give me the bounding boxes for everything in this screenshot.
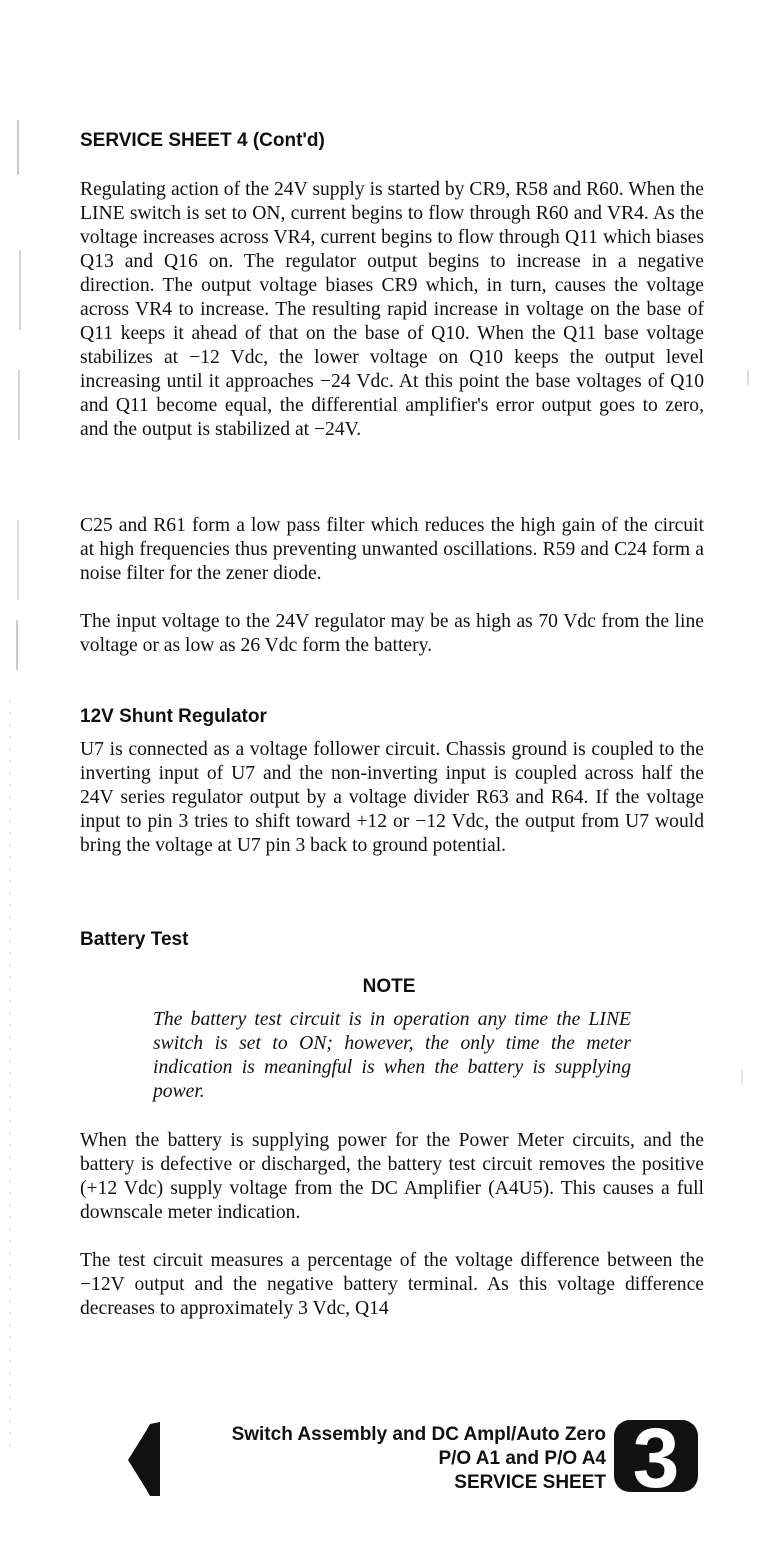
paragraph-low-pass-filter: C25 and R61 form a low pass filter which reduces the high gain of the circuit at high frequencies thus preventing unwanted oscillations. R59 and C24 form a noise filter for the zener diode. <box>80 515 704 584</box>
paragraph-battery-defective: When the battery is supplying power for the Power Meter circuits, and the battery is defective or discharged, the battery test circuit removes the positive (+12 Vdc) supply voltage from the DC Amplifier (A4U5). This causes a full downscale meter indication. <box>80 1130 704 1223</box>
left-arrow-icon <box>126 1422 162 1496</box>
footer-line-3: SERVICE SHEET <box>454 1472 606 1493</box>
note-text: The battery test circuit is in operation any time the LINE switch is set to ON; however, the only time the meter indication is meaningful is when the battery is supplying power. <box>153 1009 631 1102</box>
sheet-number: 3 <box>632 1420 680 1492</box>
battery-test-heading: Battery Test <box>80 929 189 950</box>
paragraph-input-voltage: The input voltage to the 24V regulator may be as high as 70 Vdc from the line voltage or as low as 26 Vdc form the battery. <box>80 611 704 656</box>
service-sheet-number-badge <box>614 1420 698 1492</box>
note-title: NOTE <box>362 976 416 997</box>
shunt-regulator-heading: 12V Shunt Regulator <box>80 706 267 727</box>
paragraph-shunt-regulator: U7 is connected as a voltage follower circuit. Chassis ground is coupled to the inverting input of U7 and the non-inverting input is coupled across half the 24V series regulator output by a voltage divider R63 and R64. If the voltage input to pin 3 tries to shift toward +12 or −12 Vdc, the output from U7 would bring the voltage at U7 pin 3 back to ground potential. <box>80 739 704 856</box>
footer-line-2: P/O A1 and P/O A4 <box>438 1448 606 1469</box>
section-title: SERVICE SHEET 4 (Cont'd) <box>80 130 325 151</box>
footer-caption <box>232 1423 606 1495</box>
paragraph-regulating-action: Regulating action of the 24V supply is started by CR9, R58 and R60. When the LINE switch is set to ON, current begins to flow through R60 and VR4. As the voltage increases across VR4, current begins to flow through Q11 which biases Q13 and Q16 on. The regulator output begins to increase in a negative direction. The output voltage biases CR9 which, in turn, causes the voltage across VR4 to increase. The resulting rapid increase in voltage on the base of Q11 keeps it ahead of that on the base of Q10. When the Q11 base voltage stabilizes at −12 Vdc, the lower voltage on Q10 keeps the output level increasing until it approaches −24 Vdc. At this point the base voltages of Q10 and Q11 become equal, the differential amplifier's error output goes to zero, and the output is stabilized at −24V. <box>80 179 704 440</box>
paragraph-test-circuit: The test circuit measures a percentage of the voltage difference between the −12V output and the negative battery terminal. As this voltage difference decreases to approximately 3 Vdc, Q14 <box>80 1250 704 1319</box>
footer-line-1: Switch Assembly and DC Ampl/Auto Zero <box>231 1424 606 1445</box>
